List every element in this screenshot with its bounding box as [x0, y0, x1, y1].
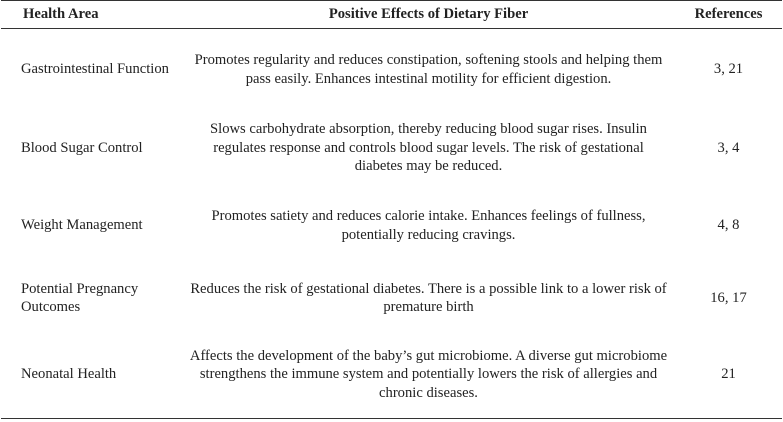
header-row [1, 1, 782, 29]
health-area-cell: Weight Management [21, 217, 143, 234]
fiber-effects-table-container [1, 0, 782, 419]
references-cell: 4, 8 [717, 217, 740, 234]
table-row [1, 29, 782, 111]
effect-cell: Promotes satiety and reduces calorie intake. Enhances feelings of fullness, potentially reducing cravings. [211, 208, 646, 243]
health-area-cell: Potential Pregnancy Outcomes [21, 280, 139, 315]
table-row [1, 186, 782, 265]
table-row [1, 110, 782, 186]
health-area-cell: Blood Sugar Control [21, 139, 143, 156]
effect-cell: Affects the development of the baby’s gut microbiome. A diverse gut microbiome strengthens the immune system and potentially lowers the risk of allergies and chronic diseases. [182, 331, 675, 419]
references-cell: 16, 17 [710, 289, 747, 306]
references-cell: 3, 4 [717, 139, 740, 156]
table-header [1, 1, 782, 29]
table-body [1, 29, 782, 419]
effect-cell: Slows carbohydrate absorption, thereby reducing blood sugar rises. Insulin regulates response and controls blood sugar levels. The risk of gestational diabetes may be reduced. [210, 121, 647, 175]
header-health-area: Health Area [1, 1, 182, 29]
table-row [1, 265, 782, 331]
effect-cell: Promotes regularity and reduces constipation, softening stools and helping them pass easily. Enhances intestinal motility for efficient digestion. [194, 52, 663, 87]
health-area-cell: Gastrointestinal Function [21, 61, 169, 78]
header-references: References [675, 1, 782, 29]
header-positive-effects: Positive Effects of Dietary Fiber [182, 1, 675, 29]
references-cell: 21 [675, 331, 782, 419]
health-area-cell: Neonatal Health [1, 331, 182, 419]
table-row [1, 331, 782, 419]
fiber-effects-table [1, 0, 782, 419]
effect-cell: Reduces the risk of gestational diabetes. There is a possible link to a lower risk of premature birth [190, 280, 667, 315]
references-cell: 3, 21 [713, 61, 744, 78]
